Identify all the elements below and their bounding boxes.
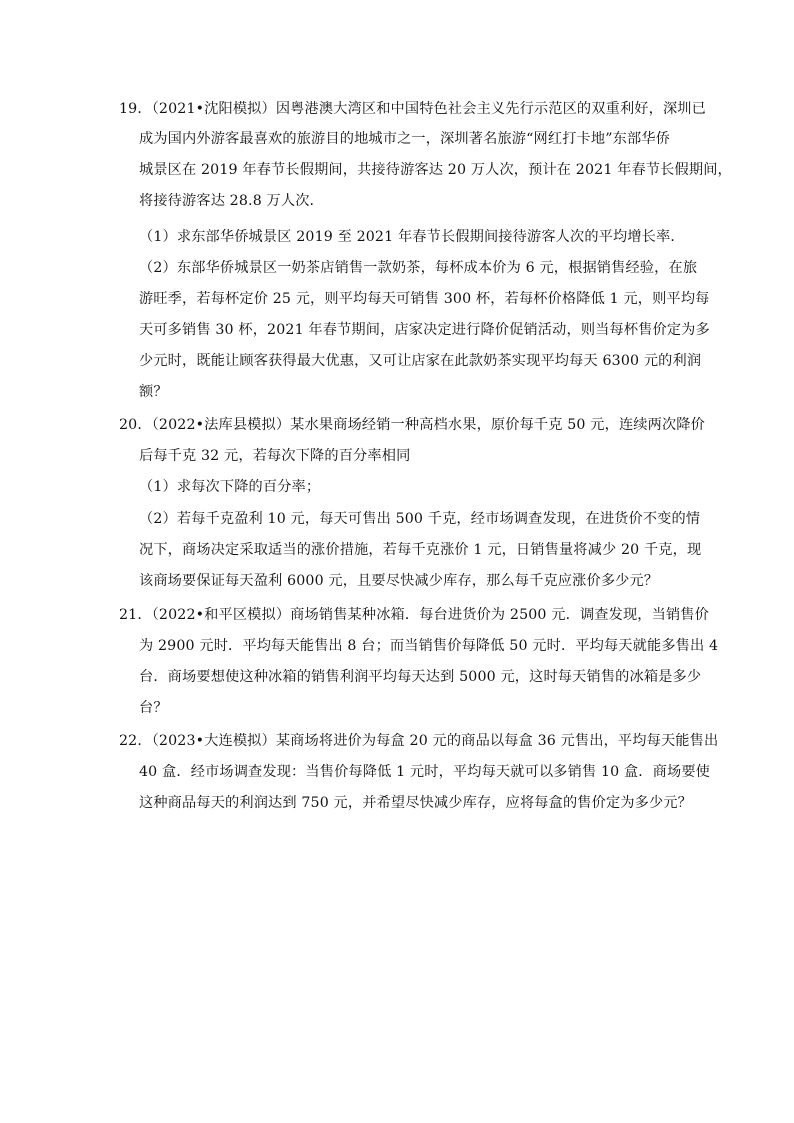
- problem-20-part-2-line-2: 况下，商场决定采取适当的涨价措施，若每千克涨价 1 元，日销售量将减少 20 千克，现: [139, 542, 702, 558]
- problem-20-line-1: 20．（2022•法库县模拟）某水果商场经销一种高档水果，原价每千克 50 元，连续两次降价: [119, 417, 705, 433]
- problem-22-line-2: 40 盒．经市场调查发现：当售价每降低 1 元时，平均每天就可以多销售 10 盒．商场要使: [139, 764, 710, 780]
- problem-19-part-2-line-4: 少元时，既能让顾客获得最大优惠，又可让店家在此款奶茶实现平均每天 6300 元的利润: [139, 353, 702, 369]
- problem-20-line-2: 后每千克 32 元，若每次下降的百分率相同: [139, 448, 411, 464]
- problem-21-line-4: 台？: [139, 700, 168, 716]
- problem-20-part-2-line-1: （2）若每千克盈利 10 元，每天可售出 500 千克，经市场调查发现，在进货价不变的情: [139, 511, 701, 527]
- problem-19-line-1: 19．（2021•沈阳模拟）因粤港澳大湾区和中国特色社会主义先行示范区的双重利好，深圳已: [119, 101, 706, 117]
- problem-19-line-4: 将接待游客达 28.8 万人次．: [139, 193, 324, 209]
- problem-19-part-2-line-3: 天可多销售 30 杯，2021 年春节期间，店家决定进行降价促销活动，则当每杯售价定为多: [139, 322, 710, 338]
- problem-19-part-2-line-5: 额？: [139, 384, 168, 400]
- problem-19-part-1-line-1: （1）求东部华侨城景区 2019 至 2021 年春节长假期间接待游客人次的平均增长率．: [139, 229, 685, 245]
- problem-20-part-1-line-1: （1）求每次下降的百分率；: [139, 479, 321, 495]
- problem-21-line-1: 21．（2022•和平区模拟）商场销售某种冰箱．每台进货价为 2500 元．调查发现，当销售价: [119, 607, 709, 623]
- problem-19-part-2-line-1: （2）东部华侨城景区一奶茶店销售一款奶茶，每杯成本价为 6 元，根据销售经验，在旅: [139, 260, 698, 276]
- problem-21-line-2: 为 2900 元时．平均每天能售出 8 台；而当销售价每降低 50 元时．平均每天就能多售出 4: [139, 638, 719, 654]
- problem-22-line-1: 22．（2023•大连模拟）某商场将进价为每盒 20 元的商品以每盒 36 元售出，平均每天能售出: [119, 733, 719, 749]
- problem-19-line-3: 城景区在 2019 年春节长假期间，共接待游客达 20 万人次，预计在 2021 年春节长假期间，: [139, 162, 732, 178]
- problem-21-line-3: 台．商场要想使这种冰箱的销售利润平均每天达到 5000 元，这时每天销售的冰箱是多少: [139, 669, 702, 685]
- problem-19-line-2: 成为国内外游客最喜欢的旅游目的地城市之一，深圳著名旅游“网红打卡地”东部华侨: [139, 131, 670, 147]
- problem-19-part-2-line-2: 游旺季，若每杯定价 25 元，则平均每天可销售 300 杯，若每杯价格降低 1 元，则平均每: [139, 291, 710, 307]
- problem-22-line-3: 这种商品每天的利润达到 750 元，并希望尽快减少库存，应将每盒的售价定为多少元？: [139, 795, 693, 811]
- problem-20-part-2-line-3: 该商场要保证每天盈利 6000 元，且要尽快减少库存，那么每千克应涨价多少元？: [139, 573, 659, 589]
